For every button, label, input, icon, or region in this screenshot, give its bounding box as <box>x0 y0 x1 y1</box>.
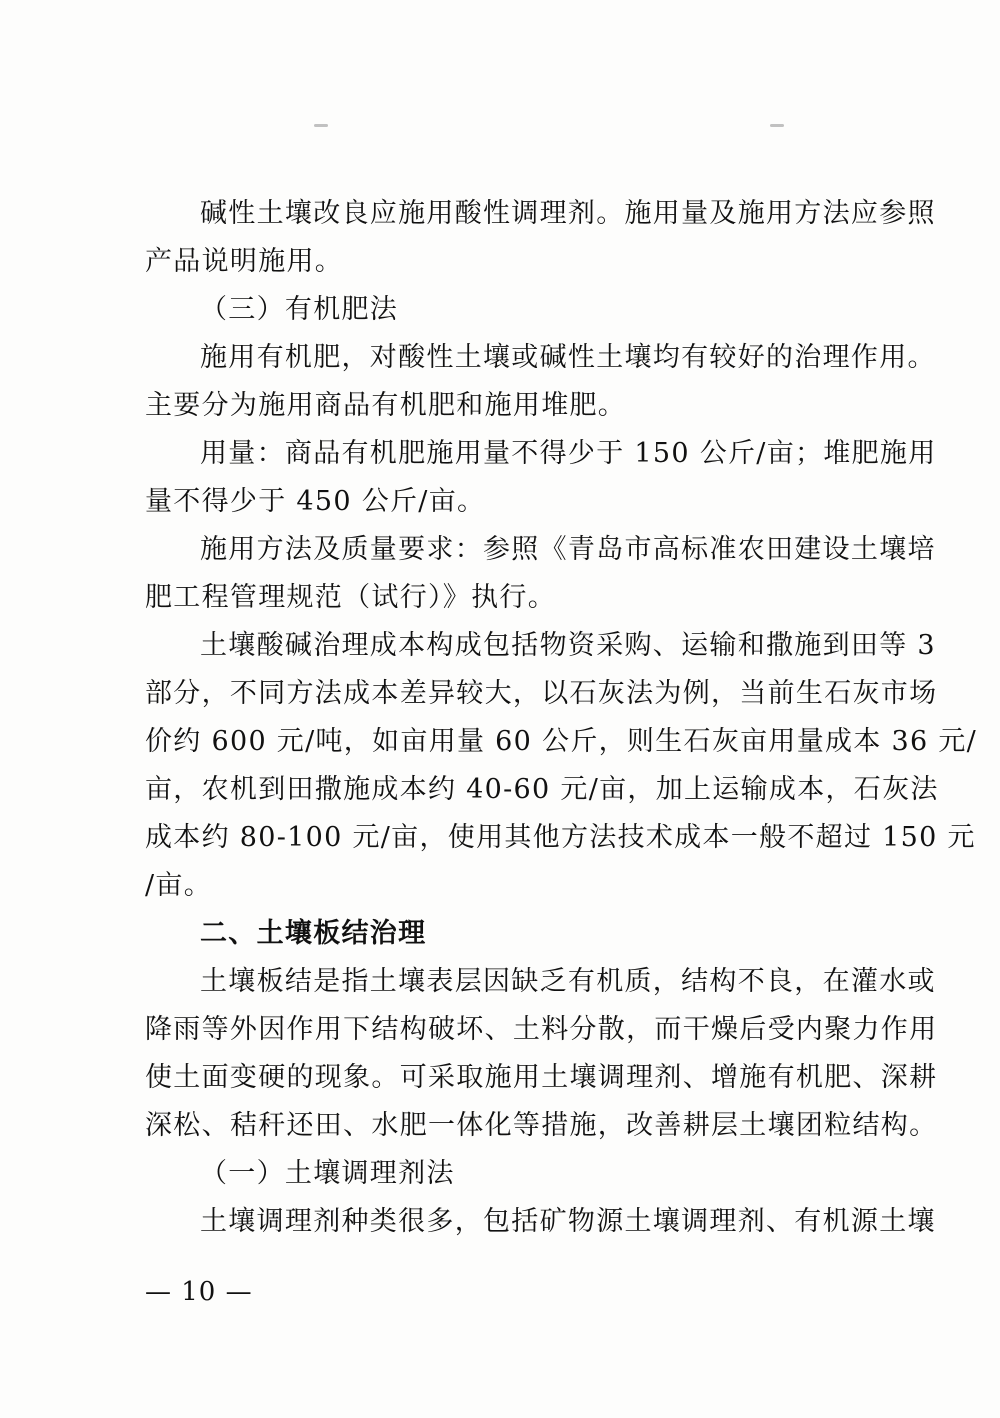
subsection-heading: （三）有机肥法 <box>200 294 399 325</box>
paragraph-line: 使土面变硬的现象。可采取施用土壤调理剂、增施有机肥、深耕 <box>145 1062 938 1093</box>
paragraph-line: 施用有机肥，对酸性土壤或碱性土壤均有较好的治理作用。 <box>200 342 936 373</box>
paragraph-line: 深松、秸秆还田、水肥一体化等措施，改善耕层土壤团粒结构。 <box>145 1110 938 1141</box>
paragraph-line: 降雨等外因作用下结构破坏、土料分散，而干燥后受内聚力作用 <box>145 1014 938 1045</box>
section-heading: 二、土壤板结治理 <box>200 918 427 949</box>
scan-artifact-mark <box>314 124 328 127</box>
paragraph-line: 主要分为施用商品有机肥和施用堆肥。 <box>145 390 627 421</box>
paragraph-line: /亩。 <box>145 870 212 901</box>
subsection-heading: （一）土壤调理剂法 <box>200 1158 455 1189</box>
paragraph-line: 成本约 80-100 元/亩，使用其他方法技术成本一般不超过 150 元 <box>145 822 976 853</box>
paragraph-line: 土壤酸碱治理成本构成包括物资采购、运输和撒施到田等 3 <box>200 630 936 661</box>
page-number: — 10 — <box>145 1277 253 1307</box>
paragraph-line: 用量：商品有机肥施用量不得少于 150 公斤/亩；堆肥施用 <box>200 438 937 469</box>
paragraph-line: 施用方法及质量要求：参照《青岛市高标准农田建设土壤培 <box>200 534 936 565</box>
paragraph-line: 土壤板结是指土壤表层因缺乏有机质，结构不良，在灌水或 <box>200 966 936 997</box>
paragraph-line: 价约 600 元/吨，如亩用量 60 公斤，则生石灰亩用量成本 36 元/ <box>145 726 978 757</box>
paragraph-line: 产品说明施用。 <box>145 246 344 277</box>
paragraph-line: 量不得少于 450 公斤/亩。 <box>145 486 486 517</box>
paragraph-line: 部分，不同方法成本差异较大，以石灰法为例，当前生石灰市场 <box>145 678 938 709</box>
scan-artifact-mark <box>770 124 784 127</box>
document-body <box>145 190 978 1246</box>
paragraph-line: 土壤调理剂种类很多，包括矿物源土壤调理剂、有机源土壤 <box>200 1206 936 1237</box>
paragraph-line: 肥工程管理规范（试行）》执行。 <box>145 582 556 613</box>
paragraph-line: 碱性土壤改良应施用酸性调理剂。施用量及施用方法应参照 <box>200 198 936 229</box>
paragraph-line: 亩，农机到田撒施成本约 40-60 元/亩，加上运输成本，石灰法 <box>145 774 939 805</box>
